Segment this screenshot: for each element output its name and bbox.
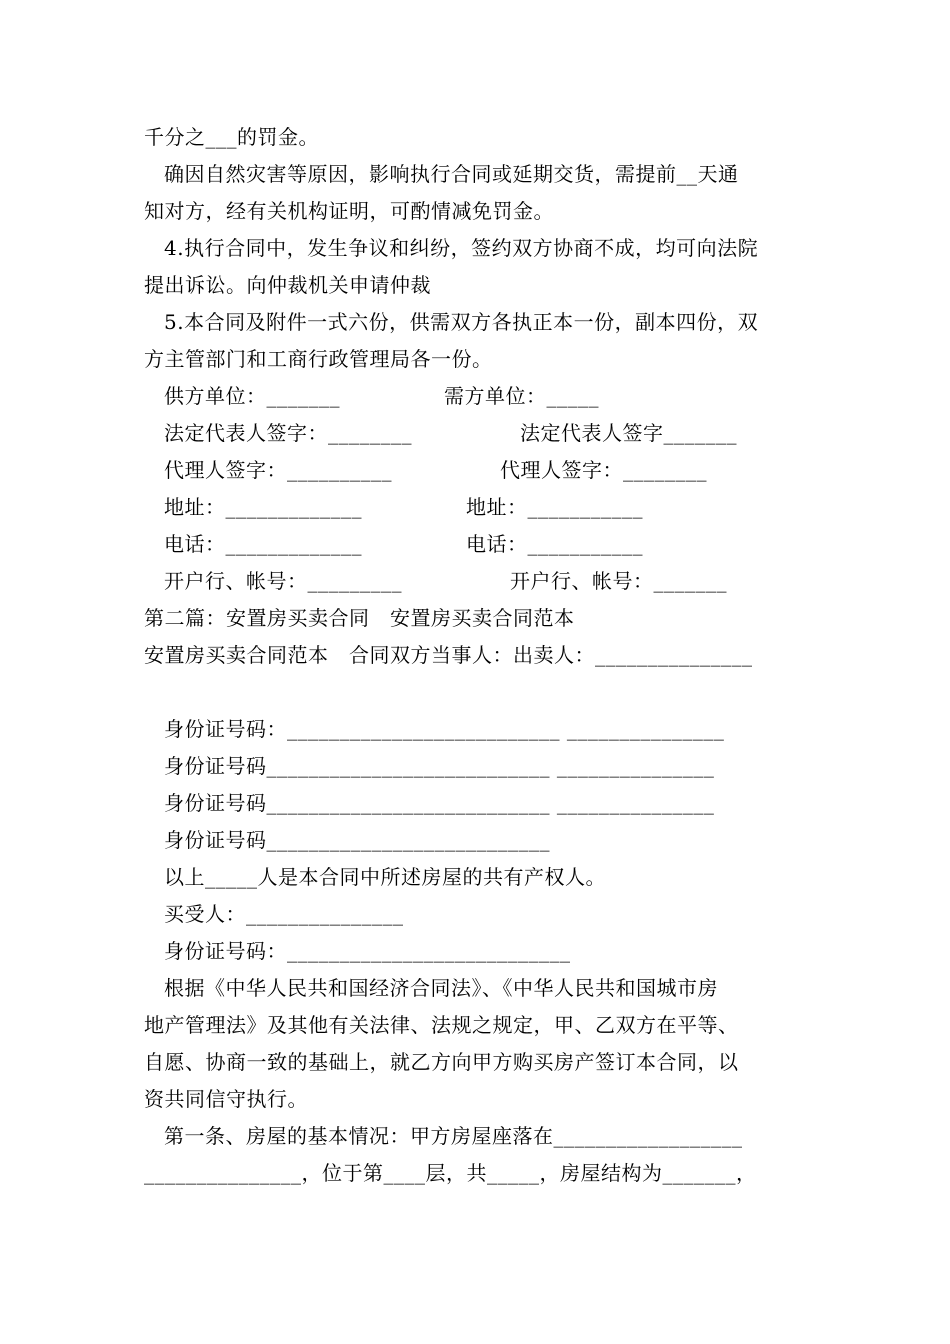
text-line: 确因自然灾害等原因，影响执行合同或延期交货，需提前__天通 bbox=[164, 162, 739, 186]
supplier-agent-field: 代理人签字：__________ bbox=[164, 458, 392, 482]
buyer-legal-rep-field: 法定代表人签字_______ bbox=[520, 421, 737, 445]
text-line: 安置房买卖合同范本 合同双方当事人：出卖人：_______________ bbox=[144, 643, 753, 667]
text-line: 以上_____人是本合同中所述房屋的共有产权人。 bbox=[164, 865, 606, 889]
buyer-phone-field: 电话：___________ bbox=[466, 532, 643, 556]
buyer-unit-field: 需方单位：_____ bbox=[444, 384, 599, 408]
text-line: 千分之___的罚金。 bbox=[144, 125, 319, 149]
id-number-field: 身份证号码：___________________________ bbox=[164, 939, 571, 963]
text-line: 方主管部门和工商行政管理局各一份。 bbox=[144, 347, 493, 371]
text-line: 地产管理法》及其他有关法律、法规之规定，甲、乙双方在平等、 bbox=[144, 1013, 739, 1037]
text-line: 5.本合同及附件一式六份，供需双方各执正本一份，副本四份，双 bbox=[164, 310, 759, 334]
text-line: 知对方，经有关机构证明，可酌情减免罚金。 bbox=[144, 199, 554, 223]
text-line: _______________，位于第____层，共_____，房屋结构为_______， bbox=[144, 1161, 757, 1185]
text-line: 4.执行合同中，发生争议和纠纷，签约双方协商不成，均可向法院 bbox=[164, 236, 759, 260]
buyer-address-field: 地址：___________ bbox=[466, 495, 643, 519]
text-line: 第一条、房屋的基本情况：甲方房屋座落在__________________ bbox=[164, 1124, 743, 1148]
supplier-unit-field: 供方单位：_______ bbox=[164, 384, 340, 408]
supplier-phone-field: 电话：_____________ bbox=[164, 532, 362, 556]
id-number-field: 身份证号码___________________________ bbox=[164, 828, 550, 852]
supplier-bank-field: 开户行、帐号：_________ bbox=[164, 569, 402, 593]
supplier-legal-rep-field: 法定代表人签字：________ bbox=[164, 421, 412, 445]
supplier-address-field: 地址：_____________ bbox=[164, 495, 362, 519]
text-line: 资共同信守执行。 bbox=[144, 1087, 308, 1111]
text-line: 自愿、协商一致的基础上，就乙方向甲方购买房产签订本合同，以 bbox=[144, 1050, 739, 1074]
text-line: 提出诉讼。向仲裁机关申请仲裁 bbox=[144, 273, 431, 297]
buyer-bank-field: 开户行、帐号：_______ bbox=[510, 569, 727, 593]
id-number-field: 身份证号码：__________________________ _______________ bbox=[164, 717, 725, 741]
buyer-agent-field: 代理人签字：________ bbox=[500, 458, 707, 482]
id-number-field: 身份证号码___________________________ _______________ bbox=[164, 754, 715, 778]
buyer-field: 买受人：_______________ bbox=[164, 902, 404, 926]
text-line: 根据《中华人民共和国经济合同法》、《中华人民共和国城市房 bbox=[164, 976, 718, 1000]
id-number-field: 身份证号码___________________________ _______________ bbox=[164, 791, 715, 815]
section-heading: 第二篇：安置房买卖合同 安置房买卖合同范本 bbox=[144, 606, 575, 630]
